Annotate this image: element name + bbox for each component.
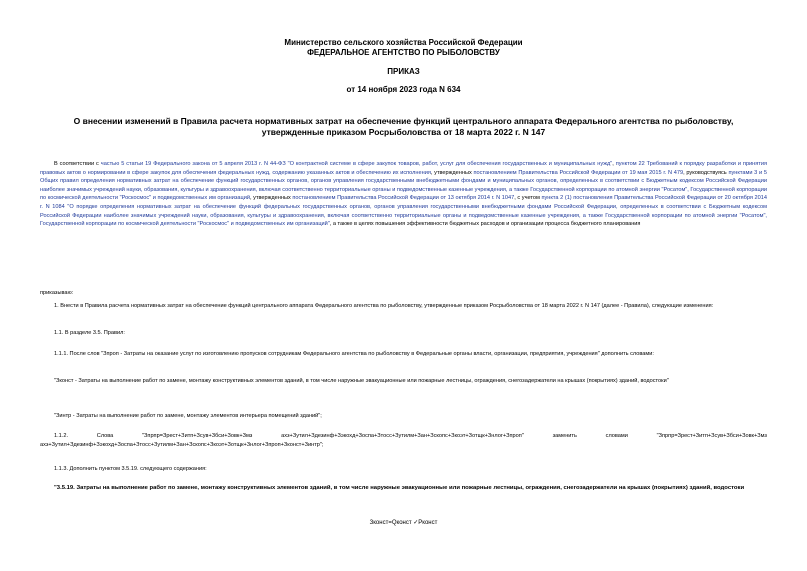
- clause-1-1-2: 1.1.2. Слова "Зпрпр=Зрест+Зитп+Зсув+Збси+Зовк+Змз ахз+Зутил+Здезинф+Зэкохд+Зоспа+Зтосс+Зутилм+Зан+Зскопс+Зкоэт+Зотщк+Знлог+Зпроп" заменить словами "Зпрпр=Зрест+Зитп+Зсув+Збси+Зовк+Змз ахз+Зутил+Здезинф+Зэкохд+Зоспа+Зтосс+Зутилм+Зан+Зскопс+Зкоэт+Зотщк+Знлог+Зпроп+Зконст+Зинтр";: [40, 433, 767, 448]
- clause-1-1-3: 1.1.3. Дополнить пунктом 3.5.19. следующего содержания:: [54, 466, 207, 472]
- preamble-text: ,: [612, 161, 616, 167]
- requirements-link[interactable]: пунктом 22 Требований к порядку разработки и принятия правовых актов о нормировании в сфере закупок для обеспечения федеральных нужд, содержанию указанных актов и обеспечению их исполнения: [40, 161, 768, 176]
- ministry-name: Министерство сельского хозяйства Российской Федерации: [284, 38, 523, 47]
- title-line-1: О внесении изменений в Правила расчета нормативных затрат на обеспечение функций центрального аппарата Федерального агентства по рыболовству,: [73, 116, 734, 126]
- title-line-2: утвержденные приказом Росрыболовства от 18 марта 2022 г. N 147: [261, 127, 546, 137]
- preamble-text: , а также в целях повышения эффективности бюджетных расходов и организации процесса бюджетного планирования: [329, 221, 641, 228]
- quote-zkonst: "Зконст - Затраты на выполнение работ по замене, монтажу конструктивных элементов зданий, в том числе наружные эвакуационные или пожарные лестницы, ограждения, снегозадержатели на крышах (покрытиях) зданий, водостоки": [54, 378, 669, 384]
- preamble-text: , с учетом: [514, 195, 542, 202]
- clause-1-1: 1.1. В разделе 3.5. Правил:: [54, 330, 125, 336]
- preamble-paragraph: [40, 160, 767, 229]
- law-link[interactable]: частью 5 статьи 19 Федерального закона от 5 апреля 2013 г. N 44-ФЗ "О контрактной системе в сфере закупок товаров, работ, услуг для обеспечения государственных и муниципальных нужд": [100, 161, 613, 167]
- general-rules-link[interactable]: пунктами 3 и 5 Общих правил определения нормативных затрат на обеспечение функций государственных органов, органов управления государственными внебюджетными фондами и муниципальных органов, определенных в соответствии с Бюджетным кодексом Российской Федерации наиболее значимых учреждений науки, образования, культуры и здравоохранения, включая соответственно территориальные органы и подведомственные казенные учреждения, а также Государственной корпорации по атомной энергии "Росатом", Государственной корпорации по космической деятельности "Роскосмос" и подведомственных им организаций: [40, 169, 767, 202]
- document-title: [40, 116, 767, 138]
- formula-zkonst: Зконст=Qконст ✓Рконст: [369, 520, 438, 526]
- document-type: ПРИКАЗ: [387, 67, 420, 76]
- clause-3-5-19: "3.5.19. Затраты на выполнение работ по замене, монтажу конструктивных элементов зданий, в том числе наружные эвакуационные или пожарные лестницы, ограждения, снегозадержатели на крышах (покрытиях) зданий, водостоки: [54, 485, 745, 491]
- document-date-number: от 14 ноября 2023 года N 634: [346, 85, 461, 94]
- preamble-text: , руководствуясь: [683, 169, 729, 176]
- decree-479-link[interactable]: постановлением Правительства Российской Федерации от 19 мая 2015 г. N 479: [473, 169, 684, 176]
- decree-1047-link[interactable]: постановлением Правительства Российской Федерации от 13 октября 2014 г. N 1047: [292, 195, 515, 202]
- preamble-intro: В соответствии с: [54, 161, 101, 167]
- preamble-text: , утвержденных: [430, 169, 474, 176]
- order-word: приказываю:: [40, 290, 74, 296]
- decree-1084-link[interactable]: пункта 2 (1) постановления Правительства Российской Федерации от 20 октября 2014 г. N 1084 "О порядке определения нормативных затрат на обеспечение функций федеральных государственных органов, органов управления государственными внебюджетными фондами Российской Федерации, определенных в соответствии с Бюджетным кодексом Российской Федерации наиболее значимых учреждений науки, образования, культуры и здравоохранения, включая соответственно территориальные органы и подведомственные казенные учреждения, а также Государственной корпорации по атомной энергии "Росатом", Государственной корпорации по космической деятельности "Роскосмос" и подведомственных им организаций": [40, 195, 767, 228]
- clause-1: 1. Внести в Правила расчета нормативных затрат на обеспечение функций центрального аппарата Федерального агентства по рыболовству, утвержденные приказом Росрыболовства от 18 марта 2022 г. N 147 (далее - Правила), следующие изменения:: [54, 303, 714, 309]
- agency-name: ФЕДЕРАЛЬНОЕ АГЕНТСТВО ПО РЫБОЛОВСТВУ: [307, 48, 500, 57]
- quote-zintr: "Зинтр - Затраты на выполнение работ по замене, монтажу элементов интерьера помещений зданий";: [54, 413, 322, 419]
- clause-1-1-1: 1.1.1. После слов "Зпроп - Затраты на оказание услуг по изготовлению пропусков сотрудникам Федерального агентства по рыболовству в Федеральные органы власти, организации, предприятия, учреждения" дополнить словами:: [54, 351, 654, 357]
- preamble-text: , утвержденных: [250, 195, 293, 202]
